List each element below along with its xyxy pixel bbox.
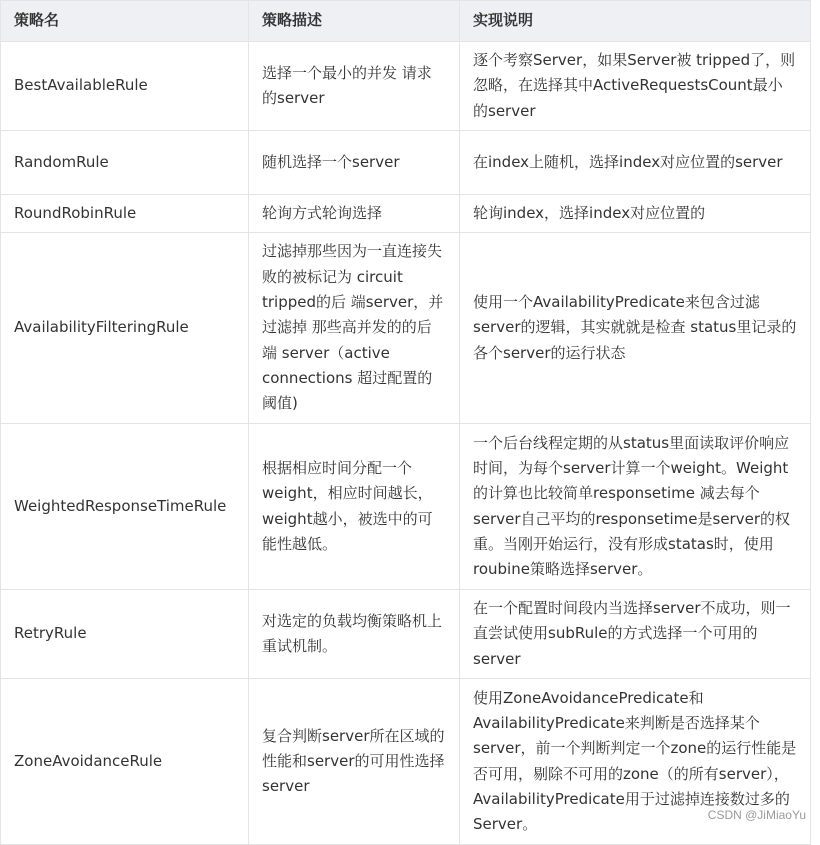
header-strategy-description: 策略描述 xyxy=(249,1,460,42)
header-implementation-notes: 实现说明 xyxy=(460,1,811,42)
rule-implementation-cell: 使用一个AvailabilityPredicate来包含过滤server的逻辑，其实就就是检查 status里记录的各个server的运行状态 xyxy=(460,233,811,424)
rule-name-cell: ZoneAvoidanceRule xyxy=(1,679,249,845)
rule-description-cell: 复合判断server所在区域的性能和server的可用性选择server xyxy=(249,679,460,845)
table-row xyxy=(1,590,811,679)
header-strategy-name: 策略名 xyxy=(1,1,249,42)
rule-name-cell: RetryRule xyxy=(1,590,249,679)
rule-description-cell: 根据相应时间分配一个weight，相应时间越长，weight越小，被选中的可能性越低。 xyxy=(249,424,460,590)
watermark: CSDN @JiMiaoYu xyxy=(707,808,806,822)
table-row xyxy=(1,195,811,233)
rule-description-cell: 轮询方式轮询选择 xyxy=(249,195,460,233)
rule-name-cell: AvailabilityFilteringRule xyxy=(1,233,249,424)
rule-name-cell: WeightedResponseTimeRule xyxy=(1,424,249,590)
rule-implementation-cell: 一个后台线程定期的从status里面读取评价响应时间，为每个server计算一个weight。Weight的计算也比较简单responsetime 减去每个server自己平均的responsetime是server的权重。当刚开始运行，没有形成statas时，使用roubine策略选择server。 xyxy=(460,424,811,590)
rule-implementation-cell: 轮询index，选择index对应位置的 xyxy=(460,195,811,233)
rule-implementation-cell: 在index上随机，选择index对应位置的server xyxy=(460,131,811,195)
table-row xyxy=(1,424,811,590)
rule-name-cell: RandomRule xyxy=(1,131,249,195)
rule-description-cell: 随机选择一个server xyxy=(249,131,460,195)
table-row xyxy=(1,131,811,195)
header-row xyxy=(1,1,811,42)
table-row xyxy=(1,233,811,424)
table-row xyxy=(1,42,811,131)
rule-implementation-cell: 使用ZoneAvoidancePredicate和AvailabilityPredicate来判断是否选择某个server，前一个判断判定一个zone的运行性能是否可用，剔除不可用的zone（的所有server），AvailabilityPredicate用于过滤掉连接数过多的Server。 xyxy=(460,679,811,845)
rule-implementation-cell: 逐个考察Server，如果Server被 tripped了，则忽略，在选择其中ActiveRequestsCount最小的server xyxy=(460,42,811,131)
rule-description-cell: 过滤掉那些因为一直连接失败的被标记为 circuit tripped的后 端server，并过滤掉 那些高并发的的后端 server（active connections 超过配置的阈值) xyxy=(249,233,460,424)
rule-implementation-cell: 在一个配置时间段内当选择server不成功，则一直尝试使用subRule的方式选择一个可用的server xyxy=(460,590,811,679)
rule-name-cell: RoundRobinRule xyxy=(1,195,249,233)
rule-name-cell: BestAvailableRule xyxy=(1,42,249,131)
rule-description-cell: 选择一个最小的并发 请求的server xyxy=(249,42,460,131)
table-row xyxy=(1,679,811,845)
rule-description-cell: 对选定的负载均衡策略机上重试机制。 xyxy=(249,590,460,679)
